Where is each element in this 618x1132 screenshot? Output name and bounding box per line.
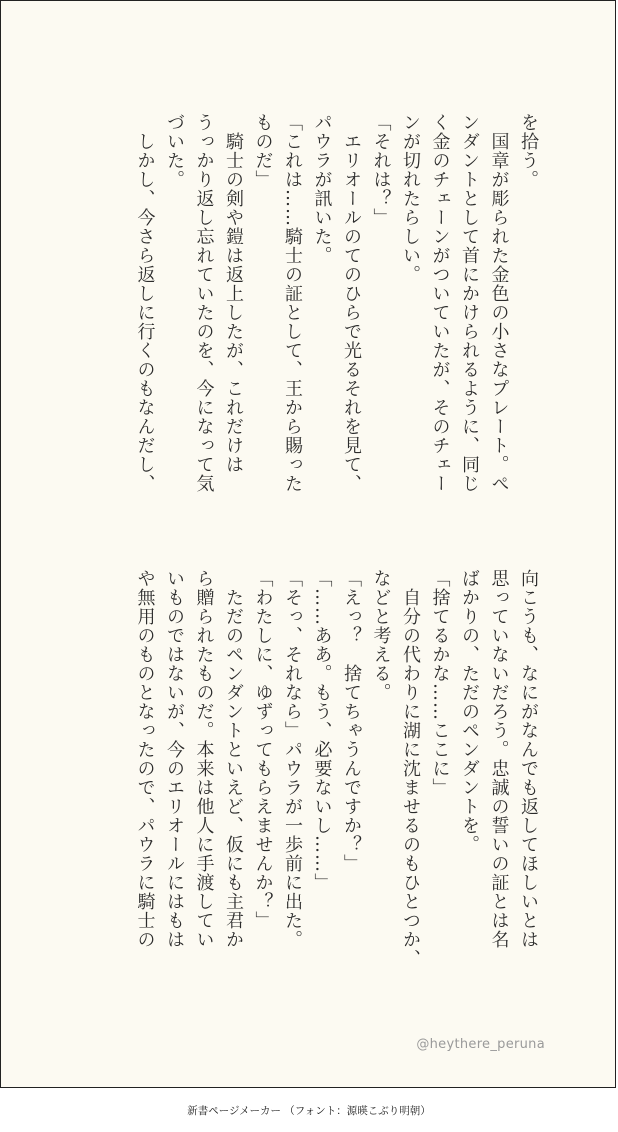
text-block-upper: を拾う。 国章が彫られた金色の小さなプレート。ぺ ンダントとして首にかけられるように、同じ く金のチェーンがついていたが、そのチェー ンが切れたらしい。 「それは？」 エリオールのてのひらで光るそれを見て、 パウラが訊いた。 「これは……騎士の証として、王から賜った ものだ」 騎士の剣や鎧は返上したが、これだけは うっかり返し忘れていたのを、今になって気 づいた。 しかし、今さら返しに行くのもなんだし、 xyxy=(134,113,539,493)
generator-credit: 新書ページメーカー （フォント：源暎こぶり明朝） xyxy=(187,1105,431,1117)
author-handle: @heythere_peruna xyxy=(416,1037,545,1052)
text-block-lower: 向こうも、なにがなんでも返してほしいとは 思っていないだろう。忠誠の誓いの証とは名 ばかりの、ただのペンダントを。 「捨てるかな……ここに」 自分の代わりに湖に沈ませるのもひとつか、 などと考える。 「えっ？ 捨てちゃうんですか？」 「……ああ。もう、必要ないし……」 「そっ、それなら」パウラが一歩前に出た。 「わたしに、ゆずってもらえませんか？」 ただのペンダントといえど、仮にも主君か ら贈られたものだ。本来は他人に手渡してい いものではないが、今のエリオールにはもは や無用のものとなったので、パウラに騎士の xyxy=(134,569,539,968)
